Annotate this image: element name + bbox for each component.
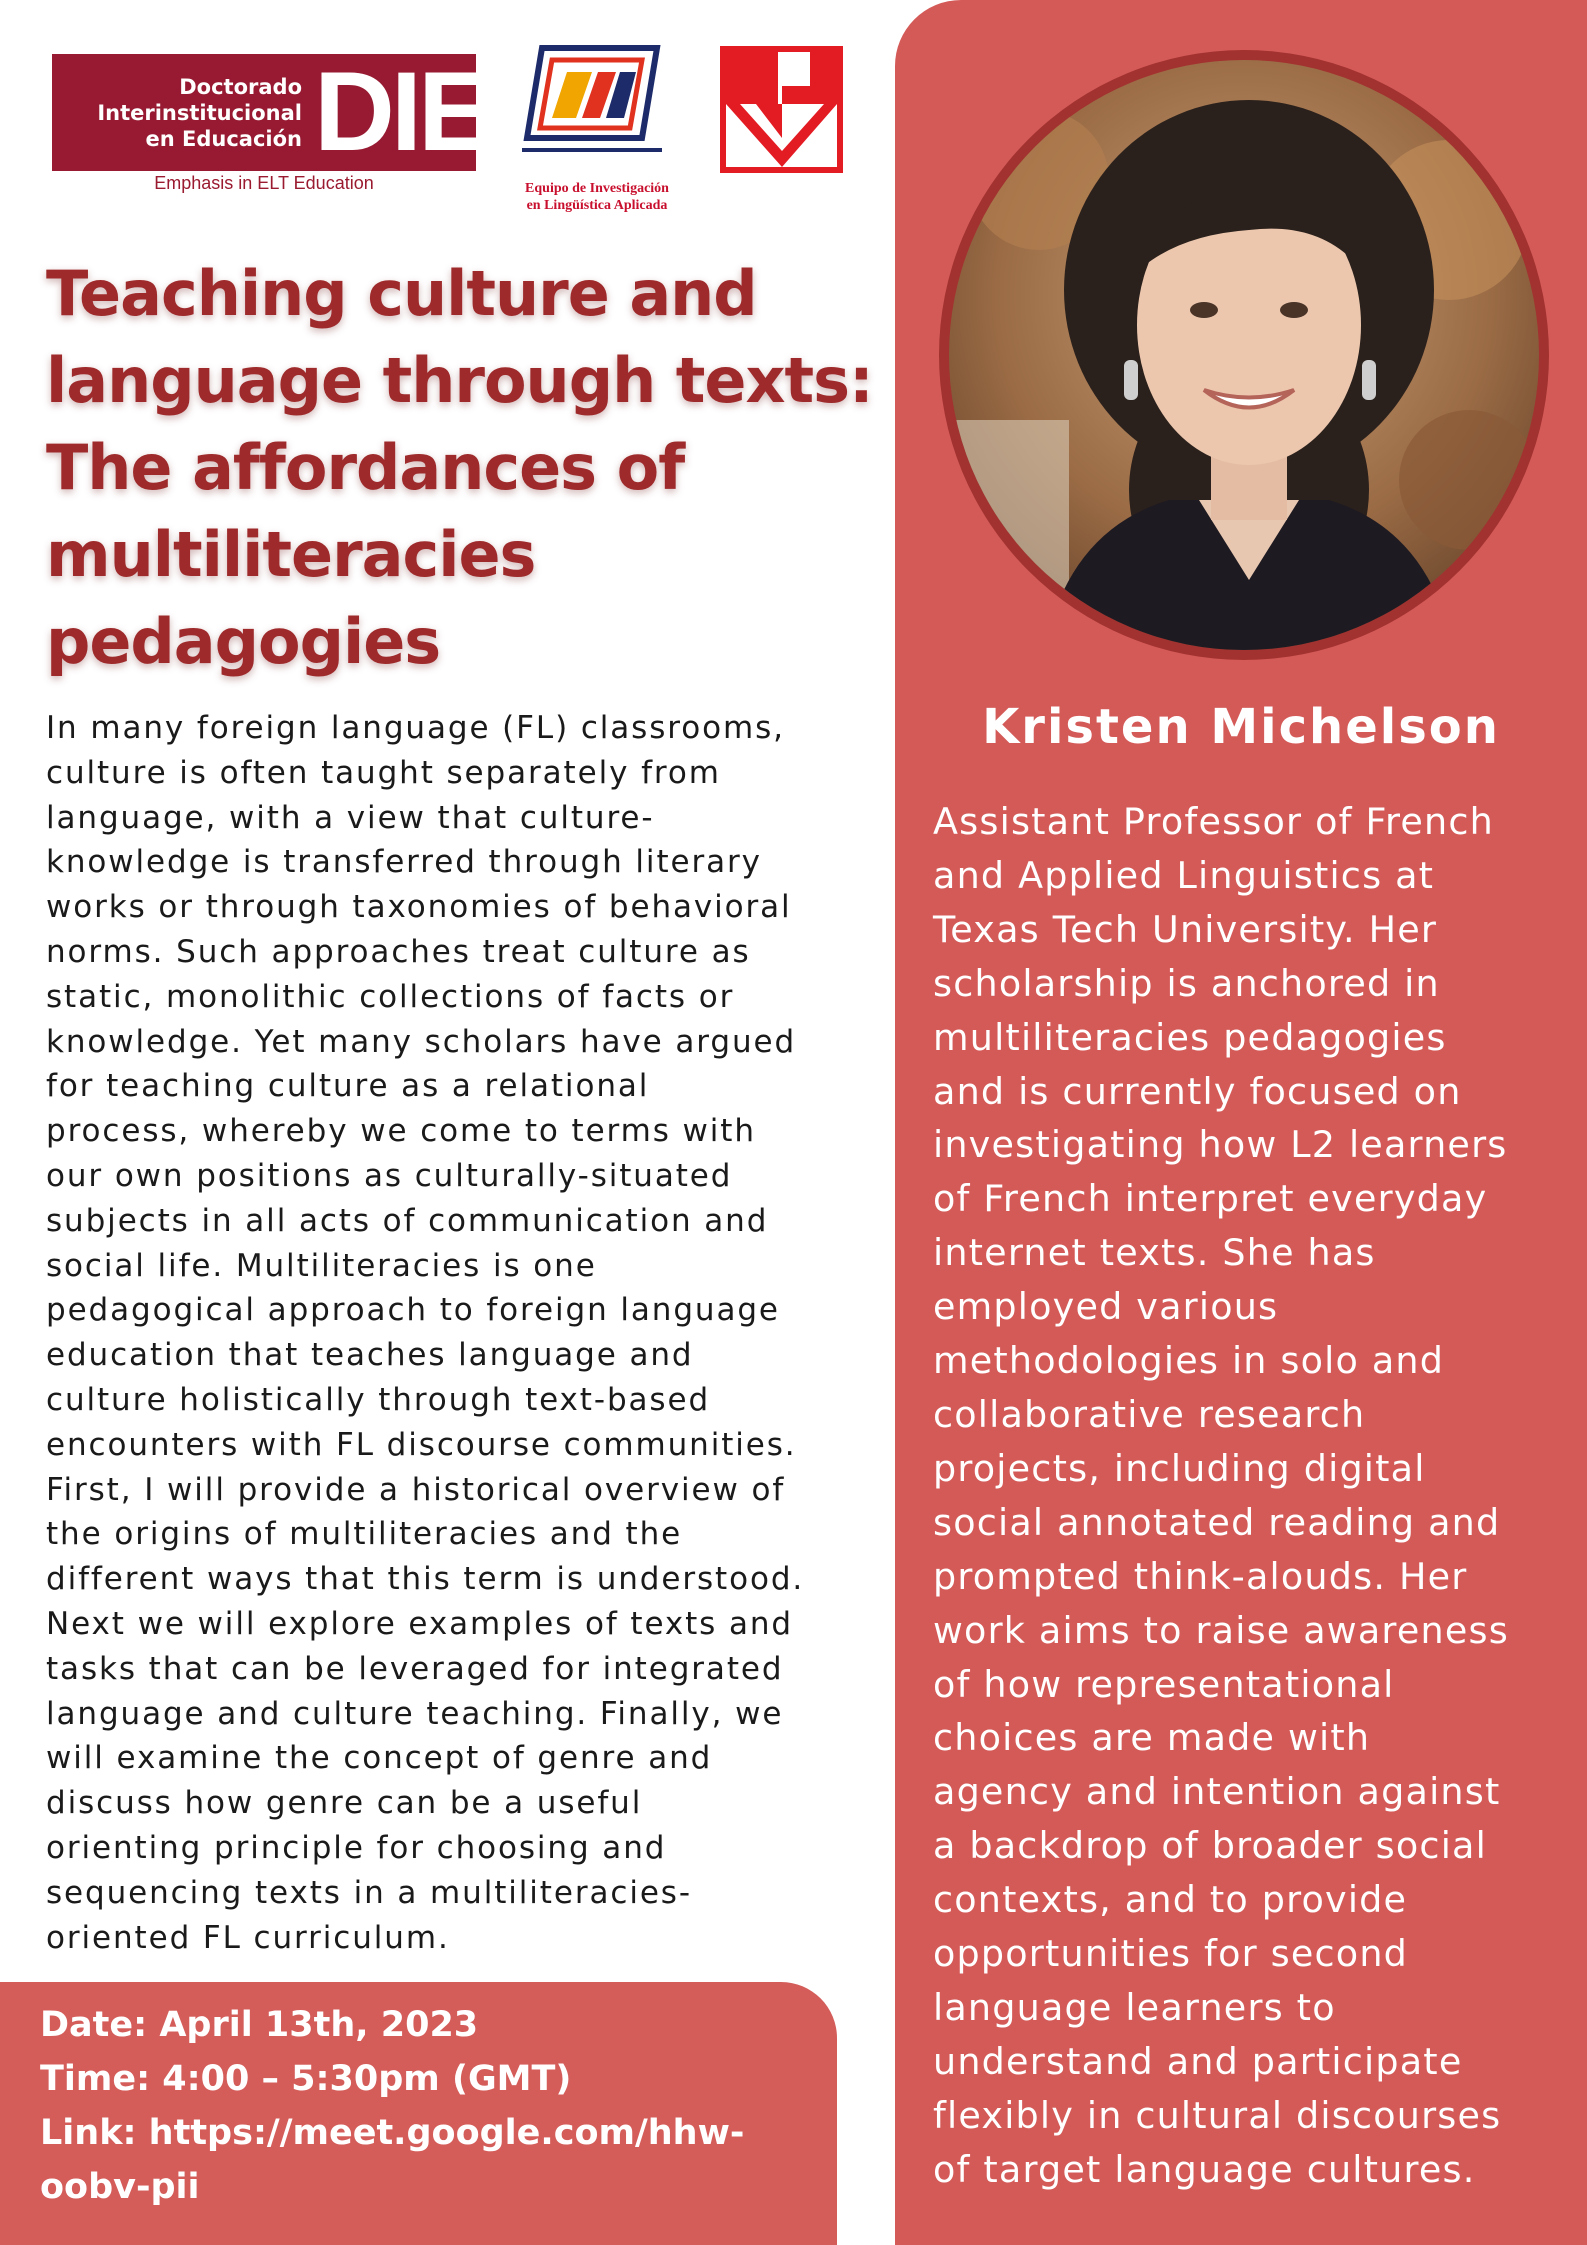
abstract-line: oriented FL curriculum. xyxy=(46,1919,450,1956)
die-logo-line: en Educación xyxy=(145,127,302,151)
ela-caption-line: Equipo de Investigación xyxy=(525,181,669,196)
abstract-line: culture holistically through text-based xyxy=(46,1381,711,1418)
event-link[interactable]: Link: https://meet.google.com/hhw- xyxy=(40,2113,745,2153)
abstract-line: will examine the concept of genre and xyxy=(46,1740,713,1777)
abstract-line: the origins of multiliteracies and the xyxy=(46,1516,683,1553)
abstract-line: language and culture teaching. Finally, we xyxy=(46,1695,784,1732)
talk-abstract xyxy=(46,706,876,1960)
abstract-line: In many foreign language (FL) classrooms, xyxy=(46,710,785,746)
bio-line: of target language cultures. xyxy=(933,2147,1476,2191)
bio-line: and Applied Linguistics at xyxy=(933,853,1435,897)
abstract-line: process, whereby we come to terms with xyxy=(46,1113,756,1150)
bio-line: multiliteracies pedagogies xyxy=(933,1015,1447,1059)
bio-line: of how representational xyxy=(933,1662,1395,1706)
event-link-continued[interactable]: oobv-pii xyxy=(40,2167,200,2207)
talk-title xyxy=(46,250,876,685)
bio-line: internet texts. She has xyxy=(933,1231,1376,1275)
speaker-name: Kristen Michelson xyxy=(982,699,1500,755)
bio-line: collaborative research xyxy=(933,1392,1366,1436)
bio-line: understand and participate xyxy=(933,2039,1463,2083)
ela-caption-line: en Lingüística Aplicada xyxy=(526,198,668,213)
bio-line: language learners to xyxy=(933,1985,1336,2029)
die-logo-line: Doctorado xyxy=(179,75,302,99)
event-time: Time: 4:00 – 5:30pm (GMT) xyxy=(40,2059,572,2099)
bio-line: projects, including digital xyxy=(933,1446,1426,1490)
bio-line: investigating how L2 learners xyxy=(933,1123,1508,1167)
bio-line: agency and intention against xyxy=(933,1770,1501,1814)
bio-line: a backdrop of broader social xyxy=(933,1824,1487,1868)
ela-logo xyxy=(512,38,672,168)
title-line: pedagogies xyxy=(46,605,441,678)
abstract-line: language, with a view that culture- xyxy=(46,799,655,836)
bio-line: methodologies in solo and xyxy=(933,1339,1445,1383)
university-logo xyxy=(720,46,843,173)
event-info-box xyxy=(0,1982,837,2245)
bio-line: and is currently focused on xyxy=(933,1069,1462,1113)
event-date: Date: April 13th, 2023 xyxy=(40,2005,479,2045)
abstract-line: our own positions as culturally-situated xyxy=(46,1157,733,1194)
bio-line: of French interpret everyday xyxy=(933,1177,1488,1221)
abstract-line: First, I will provide a historical overview of xyxy=(46,1471,786,1508)
abstract-line: subjects in all acts of communication and xyxy=(46,1202,769,1239)
abstract-line: culture is often taught separately from xyxy=(46,754,721,791)
abstract-line: works or through taxonomies of behavioral xyxy=(46,889,792,926)
die-logo xyxy=(52,49,489,174)
die-logo-subtitle: Emphasis in ELT Education xyxy=(154,173,374,193)
title-line: multiliteracies xyxy=(46,518,536,591)
title-line: The affordances of xyxy=(46,431,685,504)
abstract-line: social life. Multiliteracies is one xyxy=(46,1247,597,1284)
bio-line: contexts, and to provide xyxy=(933,1878,1408,1922)
abstract-line: static, monolithic collections of facts or xyxy=(46,978,735,1015)
ela-logo-caption xyxy=(492,180,702,214)
die-logo-mark: DIE xyxy=(314,49,489,174)
bio-line: prompted think-alouds. Her xyxy=(933,1554,1468,1598)
abstract-line: encounters with FL discourse communities. xyxy=(46,1426,797,1463)
bio-line: work aims to raise awareness xyxy=(933,1608,1509,1652)
speaker-bio xyxy=(933,795,1573,2197)
die-logo-line: Interinstitucional xyxy=(97,101,302,125)
abstract-line: discuss how genre can be a useful xyxy=(46,1785,643,1822)
bio-line: flexibly in cultural discourses xyxy=(933,2093,1502,2137)
bio-line: scholarship is anchored in xyxy=(933,961,1440,1005)
abstract-line: orienting principle for choosing and xyxy=(46,1829,667,1866)
speaker-photo xyxy=(949,60,1539,650)
abstract-line: pedagogical approach to foreign language xyxy=(46,1292,780,1329)
bio-line: choices are made with xyxy=(933,1716,1371,1760)
bio-line: Assistant Professor of French xyxy=(933,800,1494,843)
title-line: language through texts: xyxy=(46,344,873,417)
bio-line: opportunities for second xyxy=(933,1932,1409,1976)
abstract-line: education that teaches language and xyxy=(46,1337,694,1374)
title-line: Teaching culture and xyxy=(46,257,757,330)
abstract-line: Next we will explore examples of texts and xyxy=(46,1605,793,1642)
die-logo-text xyxy=(62,74,302,152)
abstract-line: norms. Such approaches treat culture as xyxy=(46,933,751,970)
abstract-line: different ways that this term is understood. xyxy=(46,1561,805,1598)
bio-line: employed various xyxy=(933,1285,1279,1329)
bio-line: social annotated reading and xyxy=(933,1500,1501,1544)
abstract-line: for teaching culture as a relational xyxy=(46,1068,650,1105)
abstract-line: knowledge. Yet many scholars have argued xyxy=(46,1023,797,1060)
abstract-line: tasks that can be leveraged for integrated xyxy=(46,1650,784,1687)
bio-line: Texas Tech University. Her xyxy=(933,907,1438,951)
abstract-line: knowledge is transferred through literary xyxy=(46,844,762,881)
abstract-line: sequencing texts in a multiliteracies- xyxy=(46,1874,692,1911)
